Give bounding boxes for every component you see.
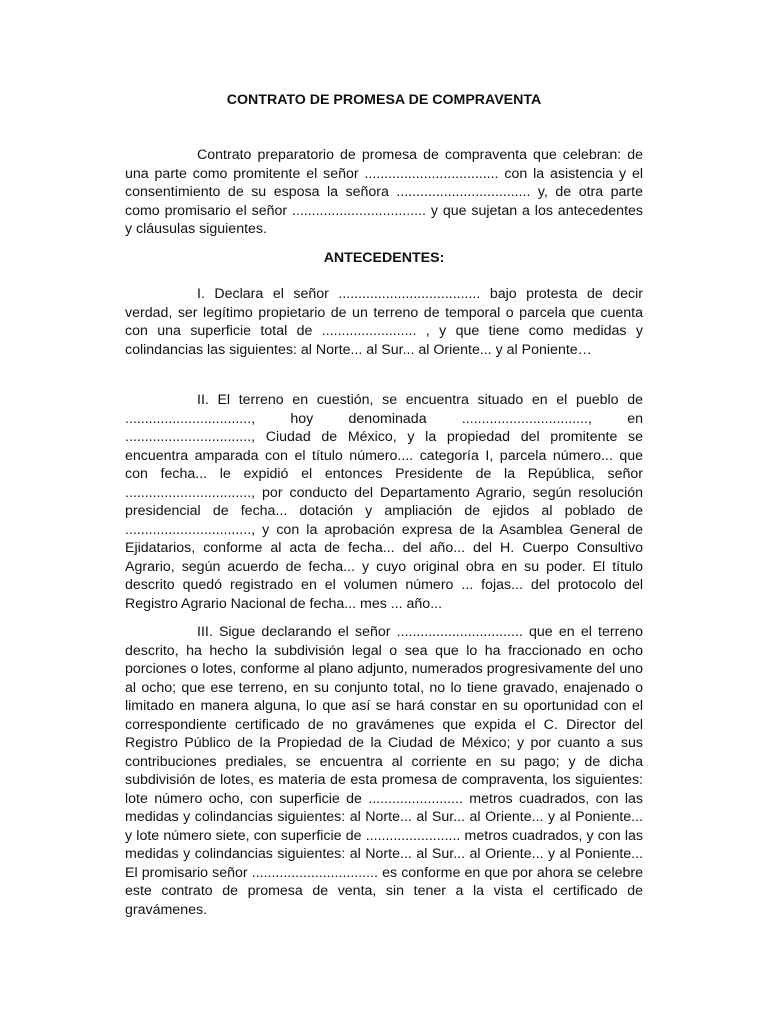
antecedente-3-paragraph: III. Sigue declarando el señor ................................ que en el terreno descrito, ha hecho la subdivisión legal o sea que lo ha fraccionado en ocho porciones o lotes, conforme al plano adjunto, numerados progresivamente del uno al ocho; que ese terreno, en su conjunto total, no lo tiene gravado, enajenado o limitado en manera alguna, lo que así se hará constar en su oportunidad con el correspondiente certificado de no gravámenes que expida el C. Director del Registro Público de la Propiedad de la Ciudad de México; y por cuanto a sus contribuciones prediales, se encuentra al corriente en su pago; y de dicha subdivisión de lotes, es materia de esta promesa de compraventa, los siguientes: lote número ocho, con superficie de ........................ metros cuadrados, con las medidas y colindancias siguientes: al Norte... al Sur... al Oriente... y al Poniente... y lote número siete, con superficie de ........................ metros cuadrados, y con las medidas y colindancias siguientes: al Norte... al Sur... al Oriente... y al Poniente... El promisario señor ................................ es conforme en que por ahora se celebre este contrato de promesa de venta, sin tener a la vista el certificado de gravámenes. — [125, 624, 643, 918]
antecedente-2-paragraph: II. El terreno en cuestión, se encuentra situado en el pueblo de ................................, hoy denominada ................................, en ................................, Ciudad de México, y la propiedad del promitente se encuentra amparada con el título número.... categoría I, parcela número... que con fecha... le expidió el entonces Presidente de la República, señor ................................, por conducto del Departamento Agrario, según resolución presidencial de fecha... dotación y ampliación de ejidos al poblado de ................................, y con la aprobación expresa de la Asamblea General de Ejidatarios, conforme al acta de fecha... del año... del H. Cuerpo Consultivo Agrario, según acuerdo de fecha... y cuyo original obra en su poder. El título descrito quedó registrado en el volumen número ... fojas... del protocolo del Registro Agrario Nacional de fecha... mes ... año... — [125, 392, 643, 612]
antecedentes-heading: ANTECEDENTES: — [323, 250, 445, 266]
antecedente-1-paragraph: I. Declara el señor .................................... bajo protesta de decir verdad, ser legítimo propietario de un terreno de temporal o parcela que cuenta con una superficie total de ........................ , y que tiene como medidas y colindancias las siguientes: al Norte... al Sur... al Oriente... y al Poniente… — [125, 286, 643, 358]
intro-paragraph: Contrato preparatorio de promesa de compraventa que celebran: de una parte como promitente el señor .................................. con la asistencia y el consentimiento de su esposa la señora .................................. y, de otra parte como promisario el señor .................................. y que sujetan a los antecedentes y cláusulas siguientes. — [125, 147, 643, 237]
document-title: CONTRATO DE PROMESA DE COMPRAVENTA — [226, 92, 542, 108]
